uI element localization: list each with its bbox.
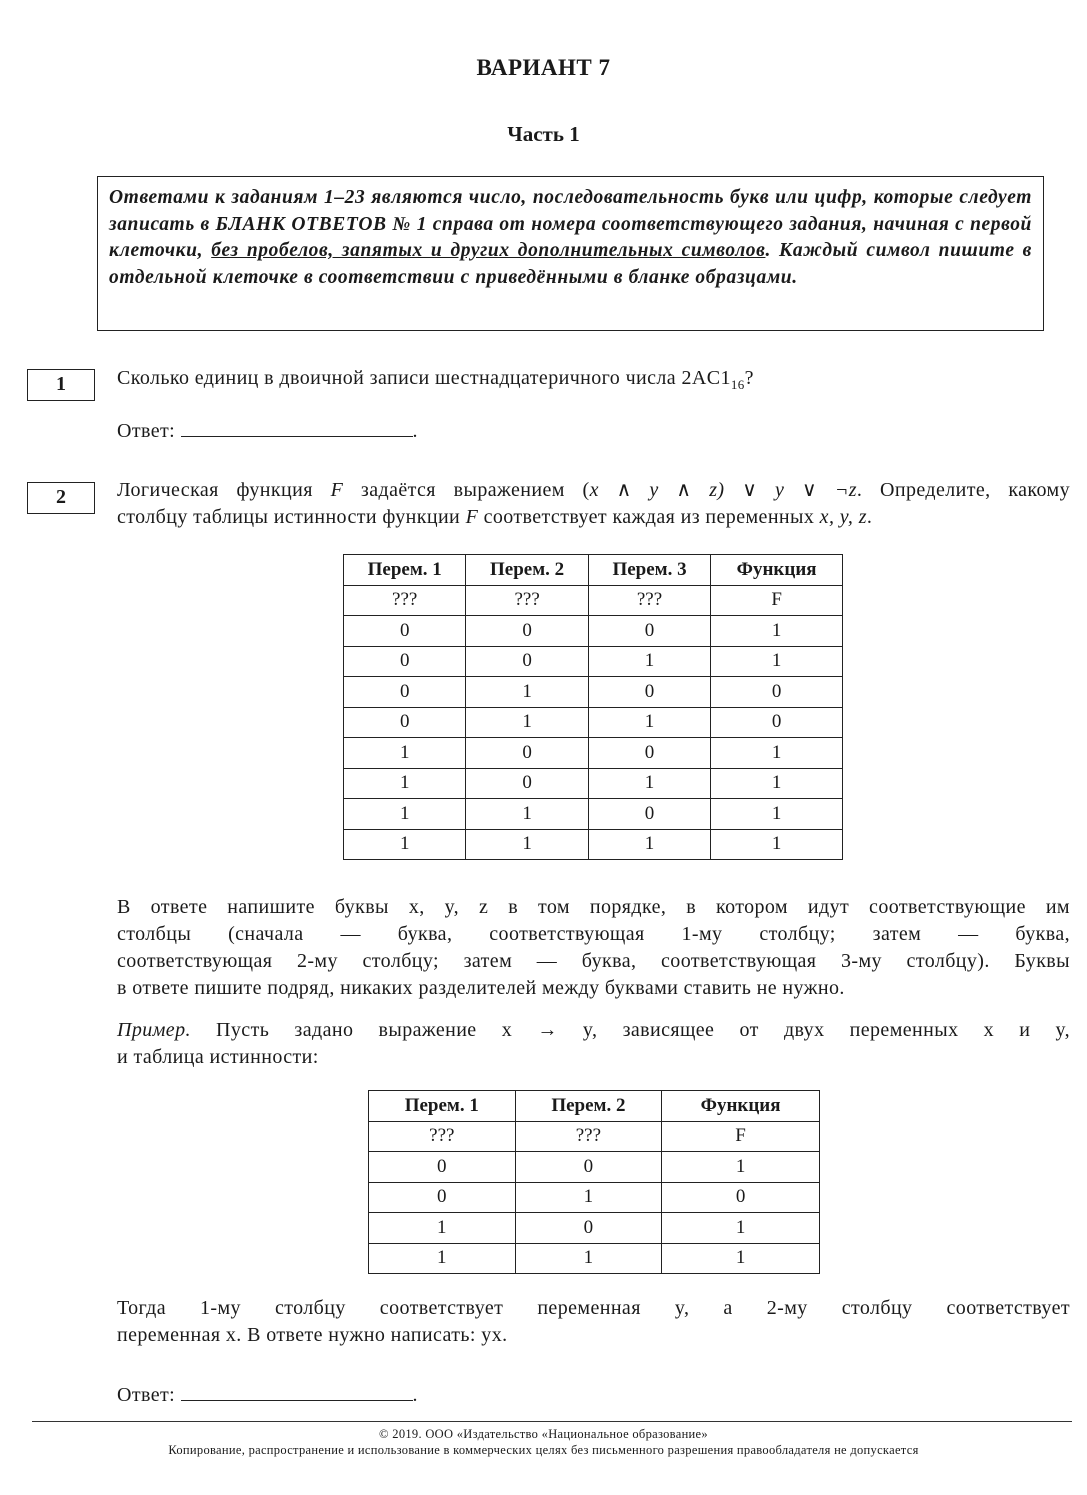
table-cell: 1 bbox=[662, 1213, 820, 1244]
table-cell: 0 bbox=[466, 738, 588, 769]
table-cell: 1 bbox=[344, 799, 466, 830]
table-cell: 0 bbox=[588, 677, 710, 708]
table-row bbox=[344, 738, 843, 769]
table-header-row bbox=[369, 1091, 820, 1122]
table-cell: ??? bbox=[369, 1121, 516, 1152]
footer-notice: Копирование, распространение и использование в коммерческих целях без письменного разрешения правообладателя не допускается bbox=[168, 1443, 919, 1457]
table-cell: 1 bbox=[369, 1213, 516, 1244]
instructions-text-end: . Каждый символ пишите в отдельной клеточке в соответствии с приведёнными в бланке образцами. bbox=[109, 240, 1032, 288]
table-cell: 1 bbox=[466, 677, 588, 708]
table-cell: 1 bbox=[515, 1182, 662, 1213]
table-cell: Перем. 1 bbox=[369, 1091, 516, 1122]
table-cell: 1 bbox=[466, 707, 588, 738]
instructions-text: Ответами к заданиям 1–23 являются число, последовательность букв или цифр, которые следует записать в БЛАНК ОТВЕТОВ № 1 справа от номера соответствующего задания, начиная с первой клеточки, bbox=[109, 187, 1032, 261]
table-row bbox=[344, 585, 843, 616]
instructions-box bbox=[97, 176, 1044, 331]
task-2-number: 2 bbox=[27, 482, 95, 514]
table-cell: 0 bbox=[344, 616, 466, 647]
table-cell: 0 bbox=[711, 677, 843, 708]
table-cell: Перем. 2 bbox=[515, 1091, 662, 1122]
task-2-instructions bbox=[117, 894, 1070, 1002]
table-cell: 1 bbox=[588, 829, 710, 860]
para-line: в ответе пишите подряд, никаких разделителей между буквами ставить не нужно. bbox=[117, 977, 845, 999]
table-cell: 0 bbox=[344, 646, 466, 677]
table-cell: 1 bbox=[466, 799, 588, 830]
table-cell: 0 bbox=[588, 616, 710, 647]
variant-title: ВАРИАНТ 7 bbox=[476, 55, 611, 80]
table-cell: 1 bbox=[711, 616, 843, 647]
footer-copyright: © 2019. ООО «Издательство «Национальное образование» bbox=[379, 1427, 708, 1441]
table-cell: Функция bbox=[711, 555, 843, 586]
table-row bbox=[344, 616, 843, 647]
table-cell: Перем. 3 bbox=[588, 555, 710, 586]
table-row bbox=[344, 829, 843, 860]
table-cell: 0 bbox=[344, 707, 466, 738]
table-row bbox=[369, 1182, 820, 1213]
table-cell: Перем. 2 bbox=[466, 555, 588, 586]
table-cell: Функция bbox=[662, 1091, 820, 1122]
task-1-question: Сколько единиц в двоичной записи шестнадцатеричного числа $2AC1_{16}$? bbox=[117, 367, 754, 392]
table-cell: 1 bbox=[515, 1243, 662, 1274]
part-title: Часть 1 bbox=[507, 122, 580, 146]
task-1-number: 1 bbox=[27, 369, 95, 401]
task-2-answer-field[interactable] bbox=[181, 1380, 413, 1401]
table-cell: 0 bbox=[369, 1152, 516, 1183]
example-conclusion: Тогда 1-му столбцу соответствует переменная y, а 2-му столбцу соответствует переменная x. В ответе нужно написать: yx. bbox=[117, 1297, 1070, 1346]
table-cell: ??? bbox=[515, 1121, 662, 1152]
table-cell: 1 bbox=[588, 768, 710, 799]
table-cell: ??? bbox=[466, 585, 588, 616]
example-label: Пример. bbox=[117, 1019, 191, 1041]
table-cell: 0 bbox=[515, 1152, 662, 1183]
table-row bbox=[369, 1152, 820, 1183]
table-cell: Перем. 1 bbox=[344, 555, 466, 586]
task-1-answer-field[interactable] bbox=[181, 416, 413, 437]
task-2-line-1: Логическая функция F задаётся выражением (x ∧ y ∧ z) ∨ y ∨ ¬z. Определите, какому bbox=[117, 479, 1070, 501]
table-row bbox=[344, 768, 843, 799]
table-row bbox=[344, 707, 843, 738]
table-cell: 1 bbox=[344, 738, 466, 769]
table-cell: 1 bbox=[711, 738, 843, 769]
table-cell: 1 bbox=[369, 1243, 516, 1274]
table-cell: 1 bbox=[662, 1243, 820, 1274]
table-cell: 0 bbox=[466, 768, 588, 799]
table-cell: ??? bbox=[588, 585, 710, 616]
table-cell: 0 bbox=[466, 646, 588, 677]
table-header-row bbox=[344, 555, 843, 586]
instructions-underlined: без пробелов, запятых и других дополнительных символов bbox=[211, 240, 766, 261]
table-cell: F bbox=[662, 1121, 820, 1152]
table-row bbox=[344, 799, 843, 830]
table-row bbox=[369, 1121, 820, 1152]
table-cell: 0 bbox=[466, 616, 588, 647]
table-row bbox=[344, 677, 843, 708]
task-1-subscript: 16 bbox=[730, 377, 745, 392]
table-cell: 0 bbox=[369, 1182, 516, 1213]
table-cell: 1 bbox=[711, 829, 843, 860]
table-cell: 0 bbox=[344, 677, 466, 708]
table-cell: 1 bbox=[466, 829, 588, 860]
table-cell: 1 bbox=[711, 646, 843, 677]
table-cell: 0 bbox=[662, 1182, 820, 1213]
table-cell: 0 bbox=[588, 738, 710, 769]
task-1-answer: Ответ: . bbox=[117, 416, 418, 445]
table-cell: 0 bbox=[588, 799, 710, 830]
para-line: соответствующая 2-му столбцу; затем — буква, соответствующая 3-му столбцу). Буквы bbox=[117, 950, 1070, 972]
table-cell: 1 bbox=[344, 829, 466, 860]
table-cell: 1 bbox=[711, 768, 843, 799]
para-line: столбцы (сначала — буква, соответствующая 1-му столбцу; затем — буква, bbox=[117, 923, 1070, 945]
table-cell: F bbox=[711, 585, 843, 616]
task-2-answer-label: Ответ: bbox=[117, 1384, 176, 1406]
table-cell: 1 bbox=[588, 707, 710, 738]
task-2-answer: Ответ: . bbox=[117, 1380, 418, 1409]
table-cell: 1 bbox=[711, 799, 843, 830]
para-line: В ответе напишите буквы x, y, z в том порядке, в котором идут соответствующие им bbox=[117, 896, 1070, 918]
example-truth-table bbox=[368, 1090, 820, 1274]
table-cell: 1 bbox=[588, 646, 710, 677]
task-1-answer-label: Ответ: bbox=[117, 420, 176, 442]
table-cell: 0 bbox=[711, 707, 843, 738]
table-cell: 1 bbox=[344, 768, 466, 799]
table-cell: 1 bbox=[662, 1152, 820, 1183]
truth-table bbox=[343, 554, 843, 860]
table-cell: ??? bbox=[344, 585, 466, 616]
table-row bbox=[369, 1213, 820, 1244]
table-row bbox=[344, 646, 843, 677]
footer-divider bbox=[32, 1421, 1072, 1422]
table-cell: 0 bbox=[515, 1213, 662, 1244]
example-text: Пример. Пусть задано выражение x → y, зависящее от двух переменных x и y, и таблица истинности: bbox=[117, 1019, 1070, 1068]
task-2-line-2: столбцу таблицы истинности функции F соответствует каждая из переменных x, y, z. bbox=[117, 506, 873, 528]
table-row bbox=[369, 1243, 820, 1274]
